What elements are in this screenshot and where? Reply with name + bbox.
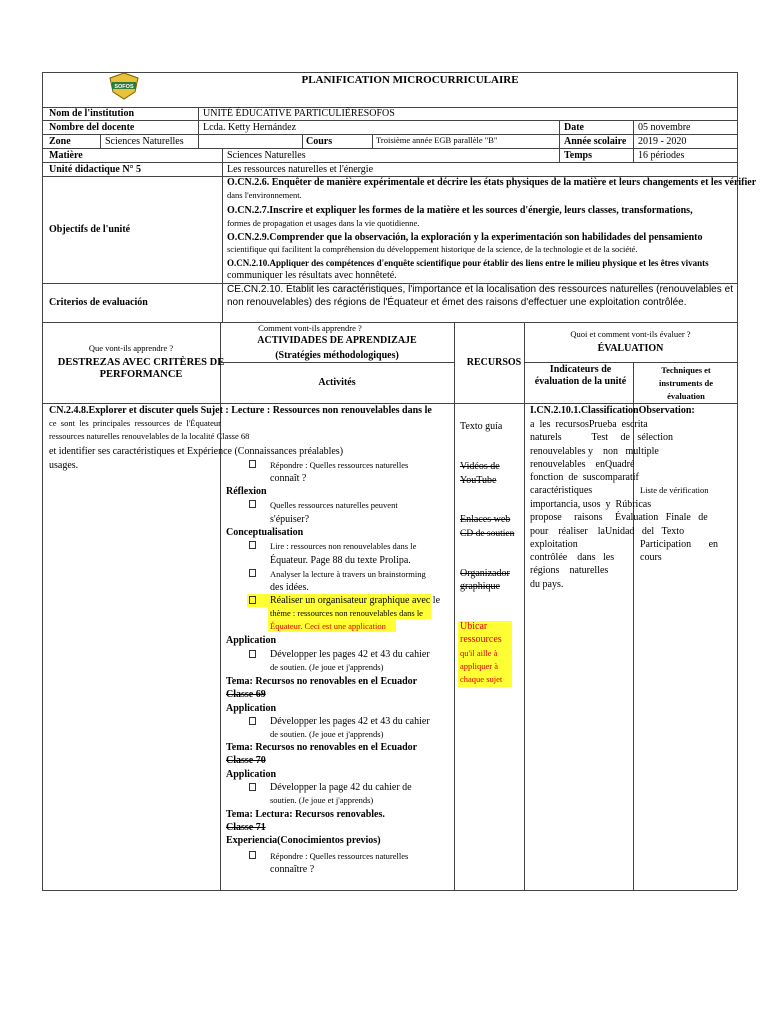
activity-text: thème : ressources non renouvelables dans le [270,608,423,618]
course-label: Cours [306,136,333,147]
col-divider [633,120,634,162]
activity-section: Application [226,769,277,780]
activity-text: Développer les pages 42 et 43 du cahier [270,716,430,727]
indicator-text: a les recursosPrueba escrita [530,419,648,430]
institution-value: UNITÉ ÉDUCATIVE PARTICULIÈRESOFOS [203,108,395,119]
col-divider [454,322,455,890]
subject-label: Matière [49,150,83,161]
table-border-left [42,72,43,890]
col-divider [372,134,373,148]
activity-text: Développer la page 42 du cahier de [270,782,412,793]
indicator-text: fonction de suscomparatif [530,472,639,483]
bullet-icon [249,460,256,468]
bullet-icon [249,650,256,658]
skill-line: ce sont les principales ressources de l'Équateur [49,418,221,428]
document-title: PLANIFICATION MICROCURRICULAIRE [301,74,519,86]
zone-value: Sciences Naturelles [105,136,184,147]
criteria-label: Criterios de evaluación [49,297,148,308]
col-divider [559,120,560,162]
activity-text: Analyser la lecture à travers un brainstorming [270,569,426,579]
col-divider [222,148,223,323]
table-border-bottom [42,890,737,891]
activity-text: Répondre : Quelles ressources naturelles [270,851,409,861]
resource-item: Texto guía [460,421,503,432]
resource-note: ressources [460,634,502,645]
activity-text: connaître ? [270,864,315,875]
skill-line: usages. [49,460,79,471]
eval-question: Quoi et comment vont-ils évaluer ? [570,329,691,339]
activity-text: Équateur. Page 88 du texte Prolipa. [270,555,411,566]
objective-item: O.CN.2.6. Enquêter de manière expérimentale et décrire les états physiques de la matière et leurs changements et les vérifier [227,177,757,188]
activity-section: Experiencia(Conocimientos previos) [226,835,381,846]
activity-topic: Tema: Recursos no renovables en el Ecuador [226,742,418,753]
technique-text: Participation en [640,539,719,550]
resource-note: appliquer à [460,661,498,671]
resource-item: Vidéos de [460,461,500,472]
col-divider [198,107,199,148]
eval-heading: ÉVALUATION [597,343,664,354]
activity-section: Conceptualisation [226,527,304,538]
learn-question: Que vont-ils apprendre ? [88,343,174,353]
col-divider [302,134,303,148]
objective-item: O.CN.2.7.Inscrire et expliquer les formes de la matière et les sources d'énergie, leurs classes, transformations, [227,205,693,216]
activity-text: Réaliser un organisateur graphique avec le [270,595,441,606]
technique-text: cours [640,552,662,563]
teacher-label: Nombre del docente [49,122,135,133]
activity-section: Réflexion [226,486,267,497]
indicator-text: renouvelables enQuadré [530,459,635,470]
date-value: 05 novembre [638,122,691,133]
row-divider [220,362,454,363]
bullet-icon [249,717,256,725]
indicator-text: caractéristiques [530,485,593,496]
objectives-label: Objectifs de l'unité [49,224,131,235]
logo-text: SOFOS [114,84,134,90]
indicator-text: I.CN.2.10.1.ClassificationObservation: [530,405,695,416]
indicator-text: du pays. [530,579,564,590]
activity-topic: Tema: Lectura: Recursos renovables. [226,809,385,820]
bullet-icon [249,783,256,791]
skill-line: ressources naturelles renouvelables de la localité Classe 68 [49,431,250,441]
indicator-text: régions naturelles [530,565,609,576]
objective-item-cont: scientifique qui facilitent la compréhension du développement historique de la science, de la technologie et de la société. [227,244,638,254]
col-divider [100,134,101,148]
zone-label: Zone [49,136,71,147]
resource-item: Organizador [460,568,510,579]
resource-item: Enlaces web [460,514,511,525]
school-year-value: 2019 - 2020 [638,136,687,147]
table-border-right [737,72,738,890]
activity-text: Développer les pages 42 et 43 du cahier [270,649,430,660]
indicator-text: importancia, usos y Rúbricas [530,499,652,510]
course-value: Troisième année EGB parallèle "B" [376,135,498,145]
institution-label: Nom de l'institution [49,108,135,119]
bullet-icon [249,500,256,508]
activities-sub: (Stratégies méthodologiques) [275,350,399,361]
resource-item: YouTube [460,475,497,486]
resource-note: qu'il aille à [460,648,498,658]
indicator-text: propose raisons Évaluation Finale de [530,512,708,523]
unit-value: Les ressources naturelles et l'énergie [227,164,374,175]
skills-heading: DESTREZAS AVEC CRITÈRES DE PERFORMANCE [57,357,225,380]
indicator-text: renouvelables y non multiple [530,446,659,457]
activity-text: connaît ? [270,473,307,484]
objective-item: O.CN.2.9.Comprender que la observación, la exploración y la experimentación son habilidades del pensamiento [227,232,703,243]
objective-item: O.CN.2.10.Appliquer des compétences d'enquête scientifique pour établir des liens entre le milieu physique et les êtres vivants [227,258,709,268]
objective-item-cont: dans l'environnement. [227,190,302,200]
resource-item: graphique [460,581,500,592]
resource-item: CD de soutien [460,529,515,539]
indicator-text: naturels Test de sélection [530,432,673,443]
subject-value: Sciences Naturelles [227,150,306,161]
activities-heading: ACTIVIDADES DE APRENDIZAJE [257,335,417,346]
time-value: 16 périodes [638,150,685,161]
time-label: Temps [564,150,592,161]
bullet-icon [249,596,256,604]
table-border-top [42,72,737,73]
date-label: Date [564,122,584,133]
resource-note: Ubicar [460,621,488,632]
indicators-heading: Indicateurs de évaluation de la unité [534,364,627,387]
activity-section: Application [226,635,277,646]
activities-label: Activités [318,377,356,388]
skill-line: et identifier ses caractéristiques et Expérience (Connaissances préalables) [49,446,344,457]
resources-heading: RECURSOS [466,357,522,368]
bullet-icon [249,851,256,859]
activity-text: des idées. [270,582,309,593]
activity-class: Classe 71 [226,822,266,833]
teacher-value: Lcda. Ketty Hernández [203,122,297,133]
techniques-heading: Techniques et instruments de évaluation [658,365,714,401]
skill-line: CN.2.4.8.Explorer et discuter quels Sujet : Lecture : Ressources non renouvelables dans le [49,405,432,416]
indicator-text: contrôlée dans les [530,552,615,563]
row-divider [42,162,737,163]
activity-text: soutien. (Je joue et j'apprends) [270,795,374,805]
activity-text: Répondre : Quelles ressources naturelles [270,460,409,470]
activity-text: Lire : ressources non renouvelables dans le [270,541,417,551]
bullet-icon [249,569,256,577]
how-question: Comment vont-ils apprendre ? [258,323,362,333]
col-divider [524,322,525,890]
objective-item-cont: formes de propagation et usages dans la vie quotidienne. [227,218,420,228]
activity-section: Application [226,703,277,714]
objective-item-cont: communiquer les résultats avec honnêteté. [227,270,397,281]
activity-class: Classe 70 [226,755,266,766]
activity-text: de soutien. (Je joue et j'apprends) [270,662,384,672]
activity-topic: Tema: Recursos no renovables en el Ecuador [226,676,418,687]
activity-text: de soutien. (Je joue et j'apprends) [270,729,384,739]
school-year-label: Année scolaire [564,136,627,147]
indicator-text: exploitation [530,539,578,550]
unit-label: Unité didactique N° 5 [49,164,142,175]
indicator-text: pour réaliser laUnidad del Texto [530,526,685,537]
activity-text: s'épuiser? [270,514,310,525]
activity-text: Quelles ressources naturelles peuvent [270,500,398,510]
row-divider [524,362,737,363]
criteria-text: CE.CN.2.10. Établit les caractéristiques, l'importance et la localisation des ressources naturelles (renouvelables et non renouvelables) des régions de l'Équateur et émet des raisons d'effectuer une exploitation contrôlée. [227,284,733,308]
activity-class: Classe 69 [226,689,266,700]
school-logo-icon [107,72,141,100]
bullet-icon [249,541,256,549]
activity-text: Équateur. Ceci est une application [270,621,386,631]
resource-note: chaque sujet [460,674,503,684]
technique-text: Liste de vérification [640,485,709,495]
